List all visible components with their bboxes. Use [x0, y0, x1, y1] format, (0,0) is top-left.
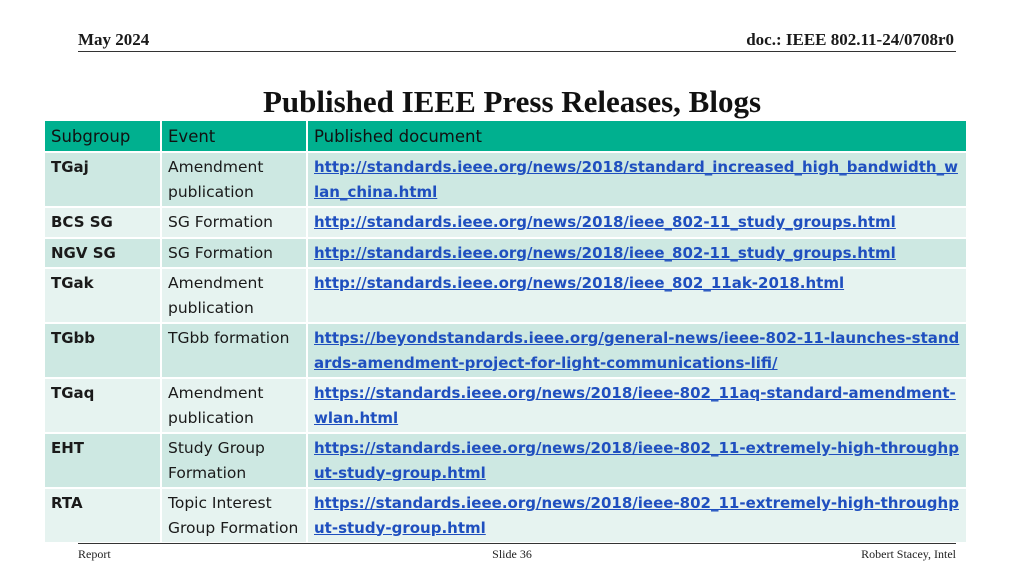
event-cell: Amendment publication: [161, 268, 307, 323]
subgroup-cell: BCS SG: [45, 207, 161, 238]
event-cell: Topic Interest Group Formation: [161, 488, 307, 542]
header-divider: [78, 51, 956, 52]
document-link[interactable]: https://standards.ieee.org/news/2018/ieee-802_11-extremely-high-throughput-study-group.html: [307, 433, 967, 488]
document-link[interactable]: http://standards.ieee.org/news/2018/ieee_802-11_study_groups.html: [307, 207, 967, 238]
footer-report-label: Report: [78, 547, 111, 561]
subgroup-cell: NGV SG: [45, 238, 161, 269]
subgroup-cell: TGaq: [45, 378, 161, 433]
event-cell: TGbb formation: [161, 323, 307, 378]
footer-divider: [78, 543, 956, 544]
column-header-published-document: Published document: [307, 121, 967, 152]
subgroup-cell: TGak: [45, 268, 161, 323]
table-row: [45, 378, 967, 433]
slide-number: Slide 36: [492, 547, 532, 561]
subgroup-cell: RTA: [45, 488, 161, 542]
table-row: [45, 268, 967, 323]
document-link[interactable]: http://standards.ieee.org/news/2018/ieee_802-11_study_groups.html: [307, 238, 967, 269]
press-release-table: [45, 121, 968, 542]
table-row: [45, 433, 967, 488]
table-row: [45, 152, 967, 207]
document-link[interactable]: https://standards.ieee.org/news/2018/ieee-802_11aq-standard-amendment-wlan.html: [307, 378, 967, 433]
table-row: [45, 488, 967, 542]
document-link[interactable]: https://beyondstandards.ieee.org/general-news/ieee-802-11-launches-standards-amendment-project-for-light-communications-lifi/: [307, 323, 967, 378]
header-date: May 2024: [78, 30, 150, 49]
table-row: [45, 238, 967, 269]
table-header-row: [45, 121, 967, 152]
event-cell: Amendment publication: [161, 378, 307, 433]
column-header-subgroup: Subgroup: [45, 121, 161, 152]
subgroup-cell: TGaj: [45, 152, 161, 207]
event-cell: Study Group Formation: [161, 433, 307, 488]
event-cell: Amendment publication: [161, 152, 307, 207]
document-link[interactable]: https://standards.ieee.org/news/2018/ieee-802_11-extremely-high-throughput-study-group.html: [307, 488, 967, 542]
footer-author: Robert Stacey, Intel: [861, 547, 956, 561]
table-row: [45, 323, 967, 378]
table-row: [45, 207, 967, 238]
header-doc-number: doc.: IEEE 802.11-24/0708r0: [746, 30, 954, 49]
event-cell: SG Formation: [161, 207, 307, 238]
document-link[interactable]: http://standards.ieee.org/news/2018/standard_increased_high_bandwidth_wlan_china.html: [307, 152, 967, 207]
event-cell: SG Formation: [161, 238, 307, 269]
column-header-event: Event: [161, 121, 307, 152]
subgroup-cell: EHT: [45, 433, 161, 488]
document-link[interactable]: http://standards.ieee.org/news/2018/ieee_802_11ak-2018.html: [307, 268, 967, 323]
subgroup-cell: TGbb: [45, 323, 161, 378]
slide-title: Published IEEE Press Releases, Blogs: [262, 84, 762, 119]
